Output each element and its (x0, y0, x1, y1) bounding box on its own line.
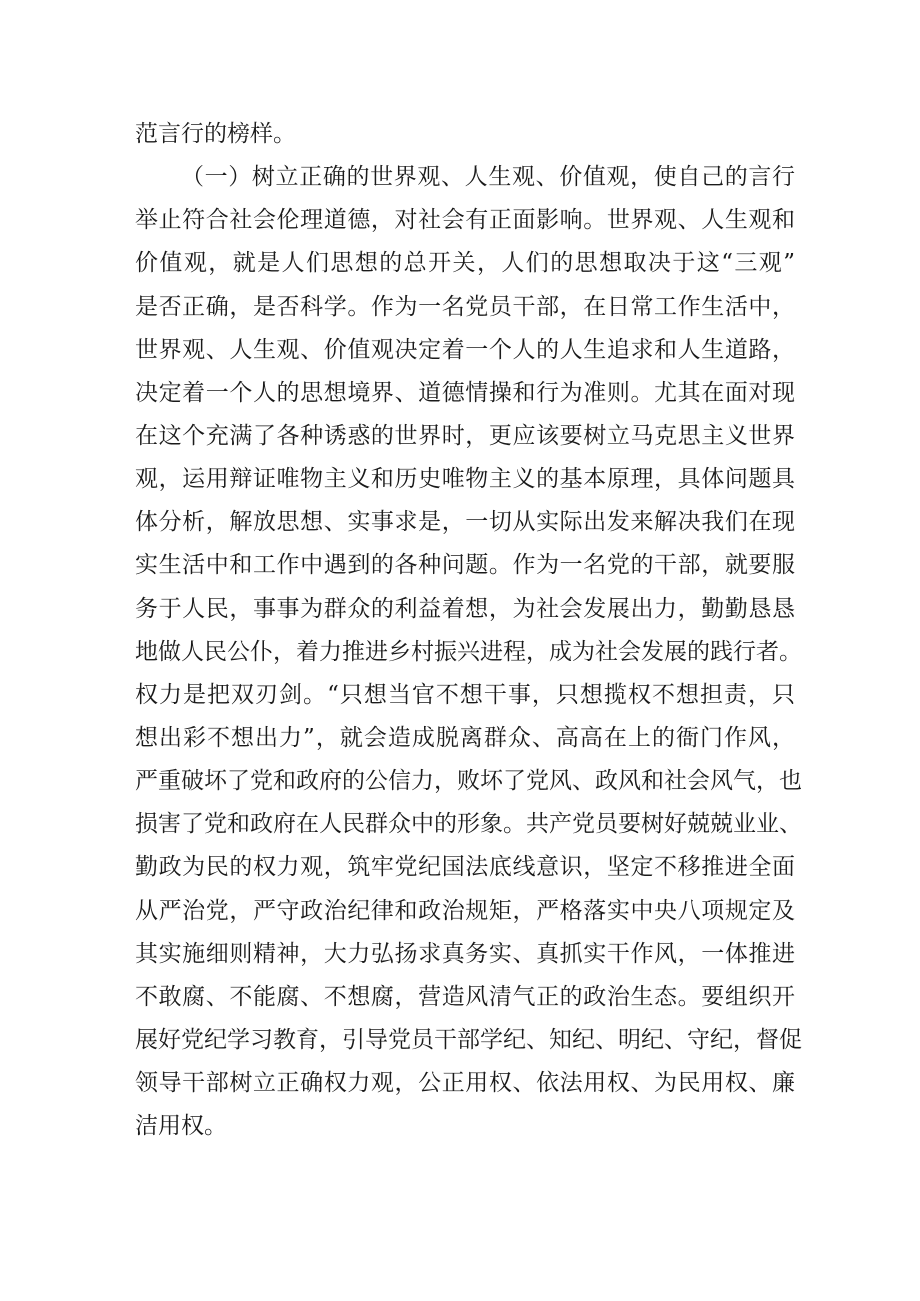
text-line: 想出彩不想出力”，就会造成脱离群众、高高在上的衙门作风， (135, 724, 795, 751)
text-line: 展好党纪学习教育，引导党员干部学纪、知纪、明纪、守纪，督促 (135, 1026, 802, 1053)
text-line: 价值观，就是人们思想的总开关，人们的思想取决于这“三观” (135, 250, 795, 277)
text-line: 在这个充满了各种诱惑的世界时，更应该要树立马克思主义世界 (135, 422, 795, 449)
text-line: 洁用权。 (135, 1113, 227, 1140)
text-line: 勤政为民的权力观，筑牢党纪国法底线意识，坚定不移推进全面 (135, 854, 795, 881)
text-line: 地做人民公仆，着力推进乡村振兴进程，成为社会发展的践行者。 (135, 638, 802, 665)
text-line: 是否正确，是否科学。作为一名党员干部，在日常工作生活中， (135, 293, 795, 320)
text-line: 务于人民，事事为群众的利益着想，为社会发展出力，勤勤恳恳 (135, 595, 795, 622)
text-line: 观，运用辩证唯物主义和历史唯物主义的基本原理，具体问题具 (135, 466, 795, 493)
text-line: 世界观、人生观、价值观决定着一个人的人生追求和人生道路， (135, 336, 795, 363)
text-line: 严重破坏了党和政府的公信力，败坏了党风、政风和社会风气，也 (135, 768, 802, 795)
text-line: 实生活中和工作中遇到的各种问题。作为一名党的干部，就要服 (135, 552, 795, 579)
text-line: 不敢腐、不能腐、不想腐，营造风清气正的政治生态。要组织开 (135, 983, 795, 1010)
body-text (135, 113, 802, 1148)
text-line: 领导干部树立正确权力观，公正用权、依法用权、为民用权、廉 (135, 1070, 795, 1097)
text-line: 权力是把双刃剑。“只想当官不想干事，只想揽权不想担责，只 (135, 681, 795, 708)
text-line: 范言行的榜样。 (135, 121, 296, 147)
text-line: 损害了党和政府在人民群众中的形象。共产党员要树好兢兢业业、 (135, 811, 802, 838)
section-heading-line: （一）树立正确的世界观、人生观、价值观，使自己的言行 (181, 164, 795, 191)
text-line: 举止符合社会伦理道德，对社会有正面影响。世界观、人生观和 (135, 207, 795, 234)
text-line: 其实施细则精神，大力弘扬求真务实、真抓实干作风，一体推进 (135, 940, 795, 967)
text-line: 体分析，解放思想、实事求是，一切从实际出发来解决我们在现 (135, 509, 795, 536)
text-line: 从严治党，严守政治纪律和政治规矩，严格落实中央八项规定及 (135, 897, 795, 924)
text-line: 决定着一个人的思想境界、道德情操和行为准则。尤其在面对现 (135, 379, 795, 406)
